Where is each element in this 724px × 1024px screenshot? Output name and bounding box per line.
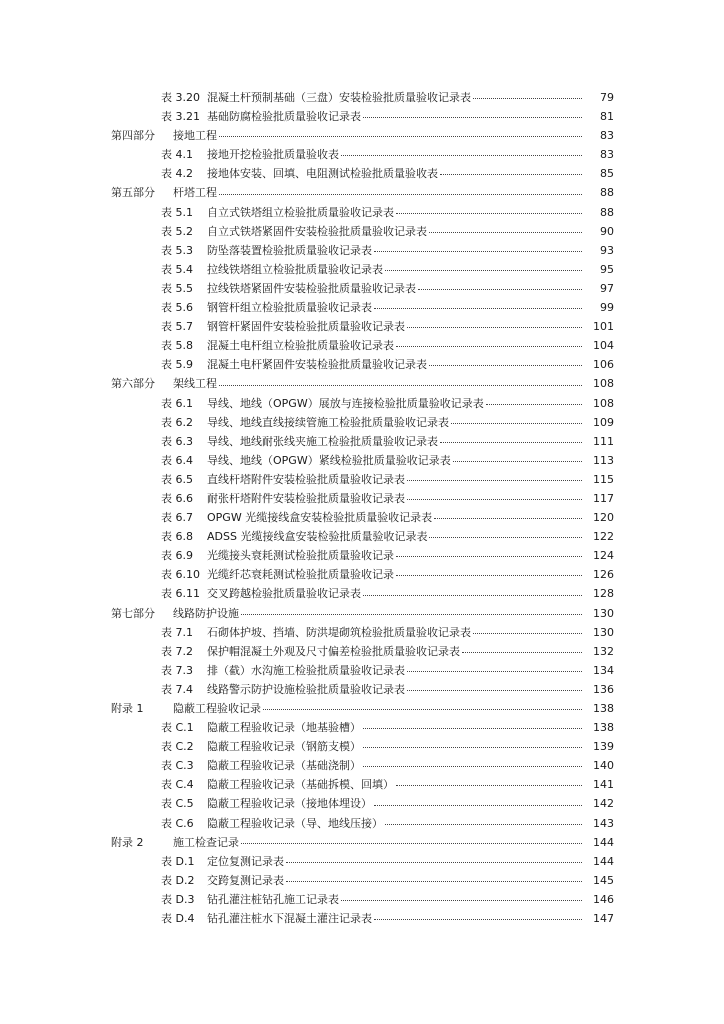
toc-entry-title-group bbox=[111, 833, 239, 852]
toc-dot-leader bbox=[341, 154, 582, 156]
toc-table-entry[interactable] bbox=[0, 107, 724, 126]
toc-page-number: 128 bbox=[593, 587, 614, 601]
toc-entry-title: 自立式铁塔紧固件安装检验批质量验收记录表 bbox=[207, 224, 427, 238]
toc-entry-title-group bbox=[161, 775, 394, 794]
toc-entry-title-group bbox=[161, 584, 361, 603]
toc-entry-title-group bbox=[161, 508, 432, 527]
toc-page-number: 111 bbox=[593, 434, 614, 448]
toc-entry-title-group bbox=[161, 756, 361, 775]
toc-page-number: 115 bbox=[593, 472, 614, 486]
toc-page-number: 88 bbox=[600, 205, 614, 219]
toc-entry-title: 接地体安装、回填、电阻测试检验批质量验收表 bbox=[207, 167, 438, 181]
toc-entry-title-group bbox=[161, 871, 284, 890]
toc-entry-title-group bbox=[161, 298, 372, 317]
toc-page-number: 85 bbox=[600, 167, 614, 181]
toc-table-entry[interactable] bbox=[0, 909, 724, 928]
toc-dot-leader bbox=[363, 765, 582, 767]
toc-entry-number: 表 6.6 bbox=[161, 491, 193, 505]
toc-dot-leader bbox=[473, 632, 582, 634]
toc-dot-leader bbox=[396, 212, 582, 214]
toc-page-number: 134 bbox=[593, 663, 614, 677]
toc-table-entry[interactable] bbox=[0, 355, 724, 374]
toc-entry-title-group bbox=[111, 699, 261, 718]
toc-entry-title: 石砌体护坡、挡墙、防洪堤砌筑检验批质量验收记录表 bbox=[207, 625, 471, 639]
toc-entry-title-group bbox=[111, 374, 217, 393]
toc-entry-title-group bbox=[161, 642, 460, 661]
toc-table-entry[interactable] bbox=[0, 164, 724, 183]
toc-dot-leader bbox=[396, 574, 582, 576]
toc-table-entry[interactable] bbox=[0, 317, 724, 336]
toc-page-number: 108 bbox=[593, 377, 614, 391]
toc-page-number: 132 bbox=[593, 644, 614, 658]
toc-table-entry[interactable] bbox=[0, 794, 724, 813]
toc-page-number: 113 bbox=[593, 453, 614, 467]
toc-entry-title: 排（截）水沟施工检验批质量验收记录表 bbox=[207, 663, 405, 677]
toc-page-number: 106 bbox=[593, 358, 614, 372]
toc-dot-leader bbox=[462, 651, 582, 653]
toc-page-number: 126 bbox=[593, 568, 614, 582]
toc-table-entry[interactable] bbox=[0, 814, 724, 833]
toc-entry-number: 表 5.5 bbox=[161, 281, 193, 295]
toc-dot-leader bbox=[385, 269, 582, 271]
toc-entry-number: 表 6.3 bbox=[161, 434, 193, 448]
toc-entry-title-group bbox=[161, 164, 438, 183]
toc-entry-number: 表 5.3 bbox=[161, 243, 193, 257]
toc-table-entry[interactable] bbox=[0, 451, 724, 470]
toc-entry-number: 表 D.2 bbox=[161, 873, 195, 887]
toc-entry-title: 钻孔灌注桩钻孔施工记录表 bbox=[207, 892, 339, 906]
toc-dot-leader bbox=[434, 517, 582, 519]
toc-table-entry[interactable] bbox=[0, 508, 724, 527]
toc-page-number: 95 bbox=[600, 262, 614, 276]
toc-entry-title-group bbox=[161, 355, 427, 374]
toc-entry-number: 表 C.6 bbox=[161, 816, 194, 830]
toc-table-entry[interactable] bbox=[0, 241, 724, 260]
toc-dot-leader bbox=[241, 842, 582, 844]
toc-entry-title-group bbox=[161, 203, 394, 222]
toc-table-entry[interactable] bbox=[0, 527, 724, 546]
toc-page-number: 88 bbox=[600, 186, 614, 200]
toc-dot-leader bbox=[440, 173, 582, 175]
toc-entry-number: 表 5.8 bbox=[161, 339, 193, 353]
toc-page-number: 136 bbox=[593, 682, 614, 696]
toc-entry-title-group bbox=[161, 546, 394, 565]
toc-dot-leader bbox=[396, 345, 582, 347]
toc-entry-title-group bbox=[111, 126, 217, 145]
toc-entry-number: 表 C.4 bbox=[161, 778, 194, 792]
toc-table-entry[interactable] bbox=[0, 432, 724, 451]
toc-dot-leader bbox=[429, 536, 582, 538]
toc-dot-leader bbox=[363, 116, 582, 118]
toc-page-number: 138 bbox=[593, 721, 614, 735]
toc-page-number: 138 bbox=[593, 702, 614, 715]
toc-page-number: 117 bbox=[593, 491, 614, 505]
toc-entry-title: 耐张杆塔附件安装检验批质量验收记录表 bbox=[207, 491, 405, 505]
toc-page-number: 108 bbox=[593, 396, 614, 410]
toc-section-entry[interactable] bbox=[0, 833, 724, 852]
toc-entry-number: 表 4.2 bbox=[161, 167, 193, 181]
toc-entry-title: 导线、地线直线接续管施工检验批质量验收记录表 bbox=[207, 415, 449, 429]
toc-page-number: 83 bbox=[600, 148, 614, 162]
toc-entry-title-group bbox=[161, 394, 484, 413]
toc-page-number: 139 bbox=[593, 740, 614, 754]
toc-entry-title: 导线、地线（OPGW）展放与连接检验批质量验收记录表 bbox=[207, 396, 484, 410]
toc-entry-title-group bbox=[161, 279, 416, 298]
toc-entry-number: 附录 2 bbox=[111, 835, 144, 849]
toc-table-entry[interactable] bbox=[0, 642, 724, 661]
toc-entry-title-group bbox=[161, 890, 339, 909]
toc-entry-number: 表 3.20 bbox=[161, 91, 200, 104]
toc-page-number: 141 bbox=[593, 778, 614, 792]
toc-table-entry[interactable] bbox=[0, 279, 724, 298]
toc-page-number: 130 bbox=[593, 625, 614, 639]
toc-page-number: 144 bbox=[593, 854, 614, 868]
toc-entry-number: 表 C.5 bbox=[161, 797, 194, 811]
toc-entry-number: 表 7.4 bbox=[161, 682, 193, 696]
toc-table-entry[interactable] bbox=[0, 145, 724, 164]
toc-page-number: 90 bbox=[600, 224, 614, 238]
toc-entry-number: 表 6.2 bbox=[161, 415, 193, 429]
toc-entry-title: 钻孔灌注桩水下混凝土灌注记录表 bbox=[207, 912, 372, 926]
toc-entry-number: 表 D.1 bbox=[161, 854, 195, 868]
toc-page-number: 97 bbox=[600, 281, 614, 295]
toc-entry-title-group bbox=[161, 317, 405, 336]
toc-entry-number: 表 C.2 bbox=[161, 740, 194, 754]
toc-table-entry[interactable] bbox=[0, 756, 724, 775]
toc-dot-leader bbox=[407, 670, 582, 672]
toc-table-entry[interactable] bbox=[0, 661, 724, 680]
toc-page-number: 143 bbox=[593, 816, 614, 830]
toc-entry-title-group bbox=[111, 604, 239, 623]
toc-table-entry[interactable] bbox=[0, 584, 724, 603]
toc-entry-title-group bbox=[161, 623, 471, 642]
toc-entry-number: 第六部分 bbox=[111, 377, 155, 391]
toc-entry-title: 钢管杆紧固件安装检验批质量验收记录表 bbox=[207, 320, 405, 334]
toc-page-number: 124 bbox=[593, 549, 614, 563]
toc-dot-leader bbox=[363, 746, 582, 748]
toc-entry-title-group bbox=[161, 852, 284, 871]
toc-entry-title: 交叉跨越检验批质量验收记录表 bbox=[207, 587, 361, 601]
toc-table-entry[interactable] bbox=[0, 489, 724, 508]
toc-entry-number: 表 6.11 bbox=[161, 587, 200, 601]
toc-dot-leader bbox=[440, 441, 582, 443]
toc-entry-title-group bbox=[161, 718, 361, 737]
toc-dot-leader bbox=[219, 135, 582, 137]
toc-entry-title: 混凝土电杆组立检验批质量验收记录表 bbox=[207, 339, 394, 353]
toc-dot-leader bbox=[219, 384, 582, 386]
toc-entry-title-group bbox=[161, 336, 394, 355]
toc-entry-title: 隐蔽工程验收记录（基础浇制） bbox=[207, 759, 361, 773]
toc-table-entry[interactable] bbox=[0, 890, 724, 909]
toc-entry-number: 表 5.6 bbox=[161, 301, 193, 315]
toc-table-entry[interactable] bbox=[0, 680, 724, 699]
toc-entry-number: 第七部分 bbox=[111, 606, 155, 620]
toc-entry-title: 线路防护设施 bbox=[173, 606, 239, 620]
toc-page-number: 81 bbox=[600, 110, 614, 124]
toc-table-entry[interactable] bbox=[0, 203, 724, 222]
toc-entry-title-group bbox=[161, 470, 405, 489]
toc-dot-leader bbox=[486, 403, 582, 405]
toc-entry-title: 线路警示防护设施检验批质量验收记录表 bbox=[207, 682, 405, 696]
toc-entry-title: 混凝土电杆紧固件安装检验批质量验收记录表 bbox=[207, 358, 427, 372]
toc-dot-leader bbox=[374, 307, 582, 309]
toc-entry-title: 隐蔽工程验收记录（导、地线压接） bbox=[207, 816, 383, 830]
toc-table-entry[interactable] bbox=[0, 88, 724, 107]
toc-page-number: 104 bbox=[593, 339, 614, 353]
toc-table-entry[interactable] bbox=[0, 737, 724, 756]
toc-page-number: 101 bbox=[593, 320, 614, 334]
toc-entry-title-group bbox=[161, 260, 383, 279]
toc-entry-title-group bbox=[161, 451, 451, 470]
toc-table-entry[interactable] bbox=[0, 718, 724, 737]
toc-table-entry[interactable] bbox=[0, 623, 724, 642]
toc-dot-leader bbox=[241, 613, 582, 615]
toc-table-entry[interactable] bbox=[0, 260, 724, 279]
toc-entry-title-group bbox=[161, 432, 438, 451]
toc-table-entry[interactable] bbox=[0, 222, 724, 241]
toc-dot-leader bbox=[374, 250, 582, 252]
toc-entry-title: 定位复测记录表 bbox=[207, 854, 284, 868]
toc-entry-title-group bbox=[161, 794, 372, 813]
toc-entry-title-group bbox=[161, 661, 405, 680]
toc-entry-title-group bbox=[161, 88, 471, 107]
toc-entry-number: 表 5.7 bbox=[161, 320, 193, 334]
toc-entry-number: 表 7.3 bbox=[161, 663, 193, 677]
toc-dot-leader bbox=[407, 498, 582, 500]
toc-table-entry[interactable] bbox=[0, 336, 724, 355]
toc-dot-leader bbox=[396, 784, 582, 786]
toc-entry-title-group bbox=[161, 241, 372, 260]
toc-dot-leader bbox=[418, 288, 582, 290]
toc-entry-title: 拉线铁塔组立检验批质量验收记录表 bbox=[207, 262, 383, 276]
toc-table-entry[interactable] bbox=[0, 413, 724, 432]
toc-entry-title-group bbox=[161, 489, 405, 508]
toc-entry-title: 钢管杆组立检验批质量验收记录表 bbox=[207, 301, 372, 315]
toc-entry-title-group bbox=[111, 183, 217, 202]
toc-dot-leader bbox=[407, 479, 582, 481]
toc-page-number: 120 bbox=[593, 511, 614, 525]
toc-table-entry[interactable] bbox=[0, 298, 724, 317]
toc-entry-number: 表 6.7 bbox=[161, 511, 193, 525]
toc-page-number: 93 bbox=[600, 243, 614, 257]
toc-entry-number: 表 5.1 bbox=[161, 205, 193, 219]
toc-section-entry[interactable] bbox=[0, 604, 724, 623]
toc-dot-leader bbox=[219, 193, 582, 195]
toc-entry-number: 表 5.2 bbox=[161, 224, 193, 238]
toc-dot-leader bbox=[429, 364, 582, 366]
toc-entry-title: 自立式铁塔组立检验批质量验收记录表 bbox=[207, 205, 394, 219]
toc-entry-title: 光缆纤芯衰耗测试检验批质量验收记录 bbox=[207, 568, 394, 582]
toc-entry-title-group bbox=[161, 565, 394, 584]
toc-entry-title: ADSS 光缆接线盒安装检验批质量验收记录表 bbox=[207, 530, 428, 544]
toc-entry-title: 防坠落装置检验批质量验收记录表 bbox=[207, 243, 372, 257]
toc-entry-title: 混凝土杆预制基础（三盘）安装检验批质量验收记录表 bbox=[207, 91, 471, 104]
toc-entry-number: 表 6.4 bbox=[161, 453, 193, 467]
toc-entry-title: 架线工程 bbox=[173, 377, 217, 391]
toc-page-number: 145 bbox=[593, 873, 614, 887]
toc-dot-leader bbox=[286, 861, 582, 863]
toc-entry-number: 表 5.9 bbox=[161, 358, 193, 372]
toc-entry-title: 隐蔽工程验收记录（地基验槽） bbox=[207, 721, 361, 735]
toc-entry-number: 表 4.1 bbox=[161, 148, 193, 162]
toc-dot-leader bbox=[429, 231, 582, 233]
table-of-contents bbox=[0, 88, 724, 928]
toc-table-entry[interactable] bbox=[0, 470, 724, 489]
toc-dot-leader bbox=[363, 594, 582, 596]
toc-table-entry[interactable] bbox=[0, 546, 724, 565]
toc-section-entry[interactable] bbox=[0, 374, 724, 393]
toc-page-number: 79 bbox=[600, 91, 614, 104]
toc-dot-leader bbox=[341, 899, 582, 901]
toc-table-entry[interactable] bbox=[0, 394, 724, 413]
toc-entry-number: 表 C.3 bbox=[161, 759, 194, 773]
toc-entry-title: 隐蔽工程验收记录（基础拆模、回填） bbox=[207, 778, 394, 792]
toc-entry-number: 表 C.1 bbox=[161, 721, 194, 735]
toc-entry-number: 表 7.2 bbox=[161, 644, 193, 658]
toc-page-number: 109 bbox=[593, 415, 614, 429]
toc-dot-leader bbox=[407, 326, 582, 328]
toc-dot-leader bbox=[374, 918, 582, 920]
toc-entry-title: 直线杆塔附件安装检验批质量验收记录表 bbox=[207, 472, 405, 486]
toc-entry-number: 附录 1 bbox=[111, 702, 144, 715]
toc-page-number: 83 bbox=[600, 129, 614, 143]
toc-page-number: 147 bbox=[593, 912, 614, 926]
toc-entry-number: 表 6.8 bbox=[161, 530, 193, 544]
toc-entry-title: 导线、地线（OPGW）紧线检验批质量验收记录表 bbox=[207, 453, 451, 467]
toc-entry-title: 施工检查记录 bbox=[173, 835, 239, 849]
toc-entry-title-group bbox=[161, 107, 361, 126]
toc-entry-title-group bbox=[161, 909, 372, 928]
toc-dot-leader bbox=[451, 422, 582, 424]
toc-entry-number: 表 6.5 bbox=[161, 472, 193, 486]
toc-entry-title-group bbox=[161, 814, 383, 833]
toc-entry-number: 表 5.4 bbox=[161, 262, 193, 276]
toc-table-entry[interactable] bbox=[0, 852, 724, 871]
toc-page-number: 122 bbox=[593, 530, 614, 544]
toc-entry-title: 隐蔽工程验收记录 bbox=[173, 702, 261, 715]
toc-entry-title: 交跨复测记录表 bbox=[207, 873, 284, 887]
toc-dot-leader bbox=[374, 804, 582, 806]
toc-entry-title-group bbox=[161, 680, 405, 699]
toc-dot-leader bbox=[286, 880, 582, 882]
toc-section-entry[interactable] bbox=[0, 183, 724, 202]
toc-entry-title: 接地工程 bbox=[173, 129, 217, 143]
toc-dot-leader bbox=[385, 823, 582, 825]
toc-entry-title-group bbox=[161, 737, 361, 756]
toc-entry-number: 表 6.10 bbox=[161, 568, 200, 582]
toc-entry-number: 表 6.9 bbox=[161, 549, 193, 563]
toc-entry-title: 杆塔工程 bbox=[173, 186, 217, 200]
toc-dot-leader bbox=[453, 460, 582, 462]
toc-section-entry[interactable] bbox=[0, 126, 724, 145]
toc-entry-number: 表 6.1 bbox=[161, 396, 193, 410]
toc-page-number: 146 bbox=[593, 892, 614, 906]
toc-entry-number: 表 D.3 bbox=[161, 892, 195, 906]
toc-entry-title-group bbox=[161, 145, 339, 164]
toc-entry-title: 拉线铁塔紧固件安装检验批质量验收记录表 bbox=[207, 281, 416, 295]
toc-entry-title-group bbox=[161, 413, 449, 432]
toc-entry-title: 隐蔽工程验收记录（钢筋支模） bbox=[207, 740, 361, 754]
toc-page-number: 140 bbox=[593, 759, 614, 773]
toc-dot-leader bbox=[407, 689, 582, 691]
toc-table-entry[interactable] bbox=[0, 871, 724, 890]
toc-dot-leader bbox=[396, 555, 582, 557]
toc-entry-number: 表 7.1 bbox=[161, 625, 193, 639]
toc-section-entry[interactable] bbox=[0, 699, 724, 718]
toc-entry-title: OPGW 光缆接线盒安装检验批质量验收记录表 bbox=[207, 511, 433, 525]
toc-entry-number: 表 D.4 bbox=[161, 912, 195, 926]
toc-entry-number: 第五部分 bbox=[111, 186, 155, 200]
toc-entry-title: 保护帽混凝土外观及尺寸偏差检验批质量验收记录表 bbox=[207, 644, 460, 658]
toc-table-entry[interactable] bbox=[0, 775, 724, 794]
toc-entry-number: 表 3.21 bbox=[161, 110, 200, 124]
toc-dot-leader bbox=[363, 727, 582, 729]
toc-entry-title-group bbox=[161, 222, 427, 241]
toc-dot-leader bbox=[263, 708, 582, 710]
toc-dot-leader bbox=[473, 97, 582, 99]
toc-entry-title: 接地开挖检验批质量验收表 bbox=[207, 148, 339, 162]
toc-entry-title: 光缆接头衰耗测试检验批质量验收记录 bbox=[207, 549, 394, 563]
toc-page-number: 99 bbox=[600, 301, 614, 315]
toc-entry-title-group bbox=[161, 527, 427, 546]
toc-entry-number: 第四部分 bbox=[111, 129, 155, 143]
toc-table-entry[interactable] bbox=[0, 565, 724, 584]
toc-entry-title: 导线、地线耐张线夹施工检验批质量验收记录表 bbox=[207, 434, 438, 448]
toc-page-number: 130 bbox=[593, 606, 614, 620]
toc-entry-title: 基础防腐检验批质量验收记录表 bbox=[207, 110, 361, 124]
toc-entry-title: 隐蔽工程验收记录（接地体埋设） bbox=[207, 797, 372, 811]
toc-page-number: 142 bbox=[593, 797, 614, 811]
toc-page-number: 144 bbox=[593, 835, 614, 849]
